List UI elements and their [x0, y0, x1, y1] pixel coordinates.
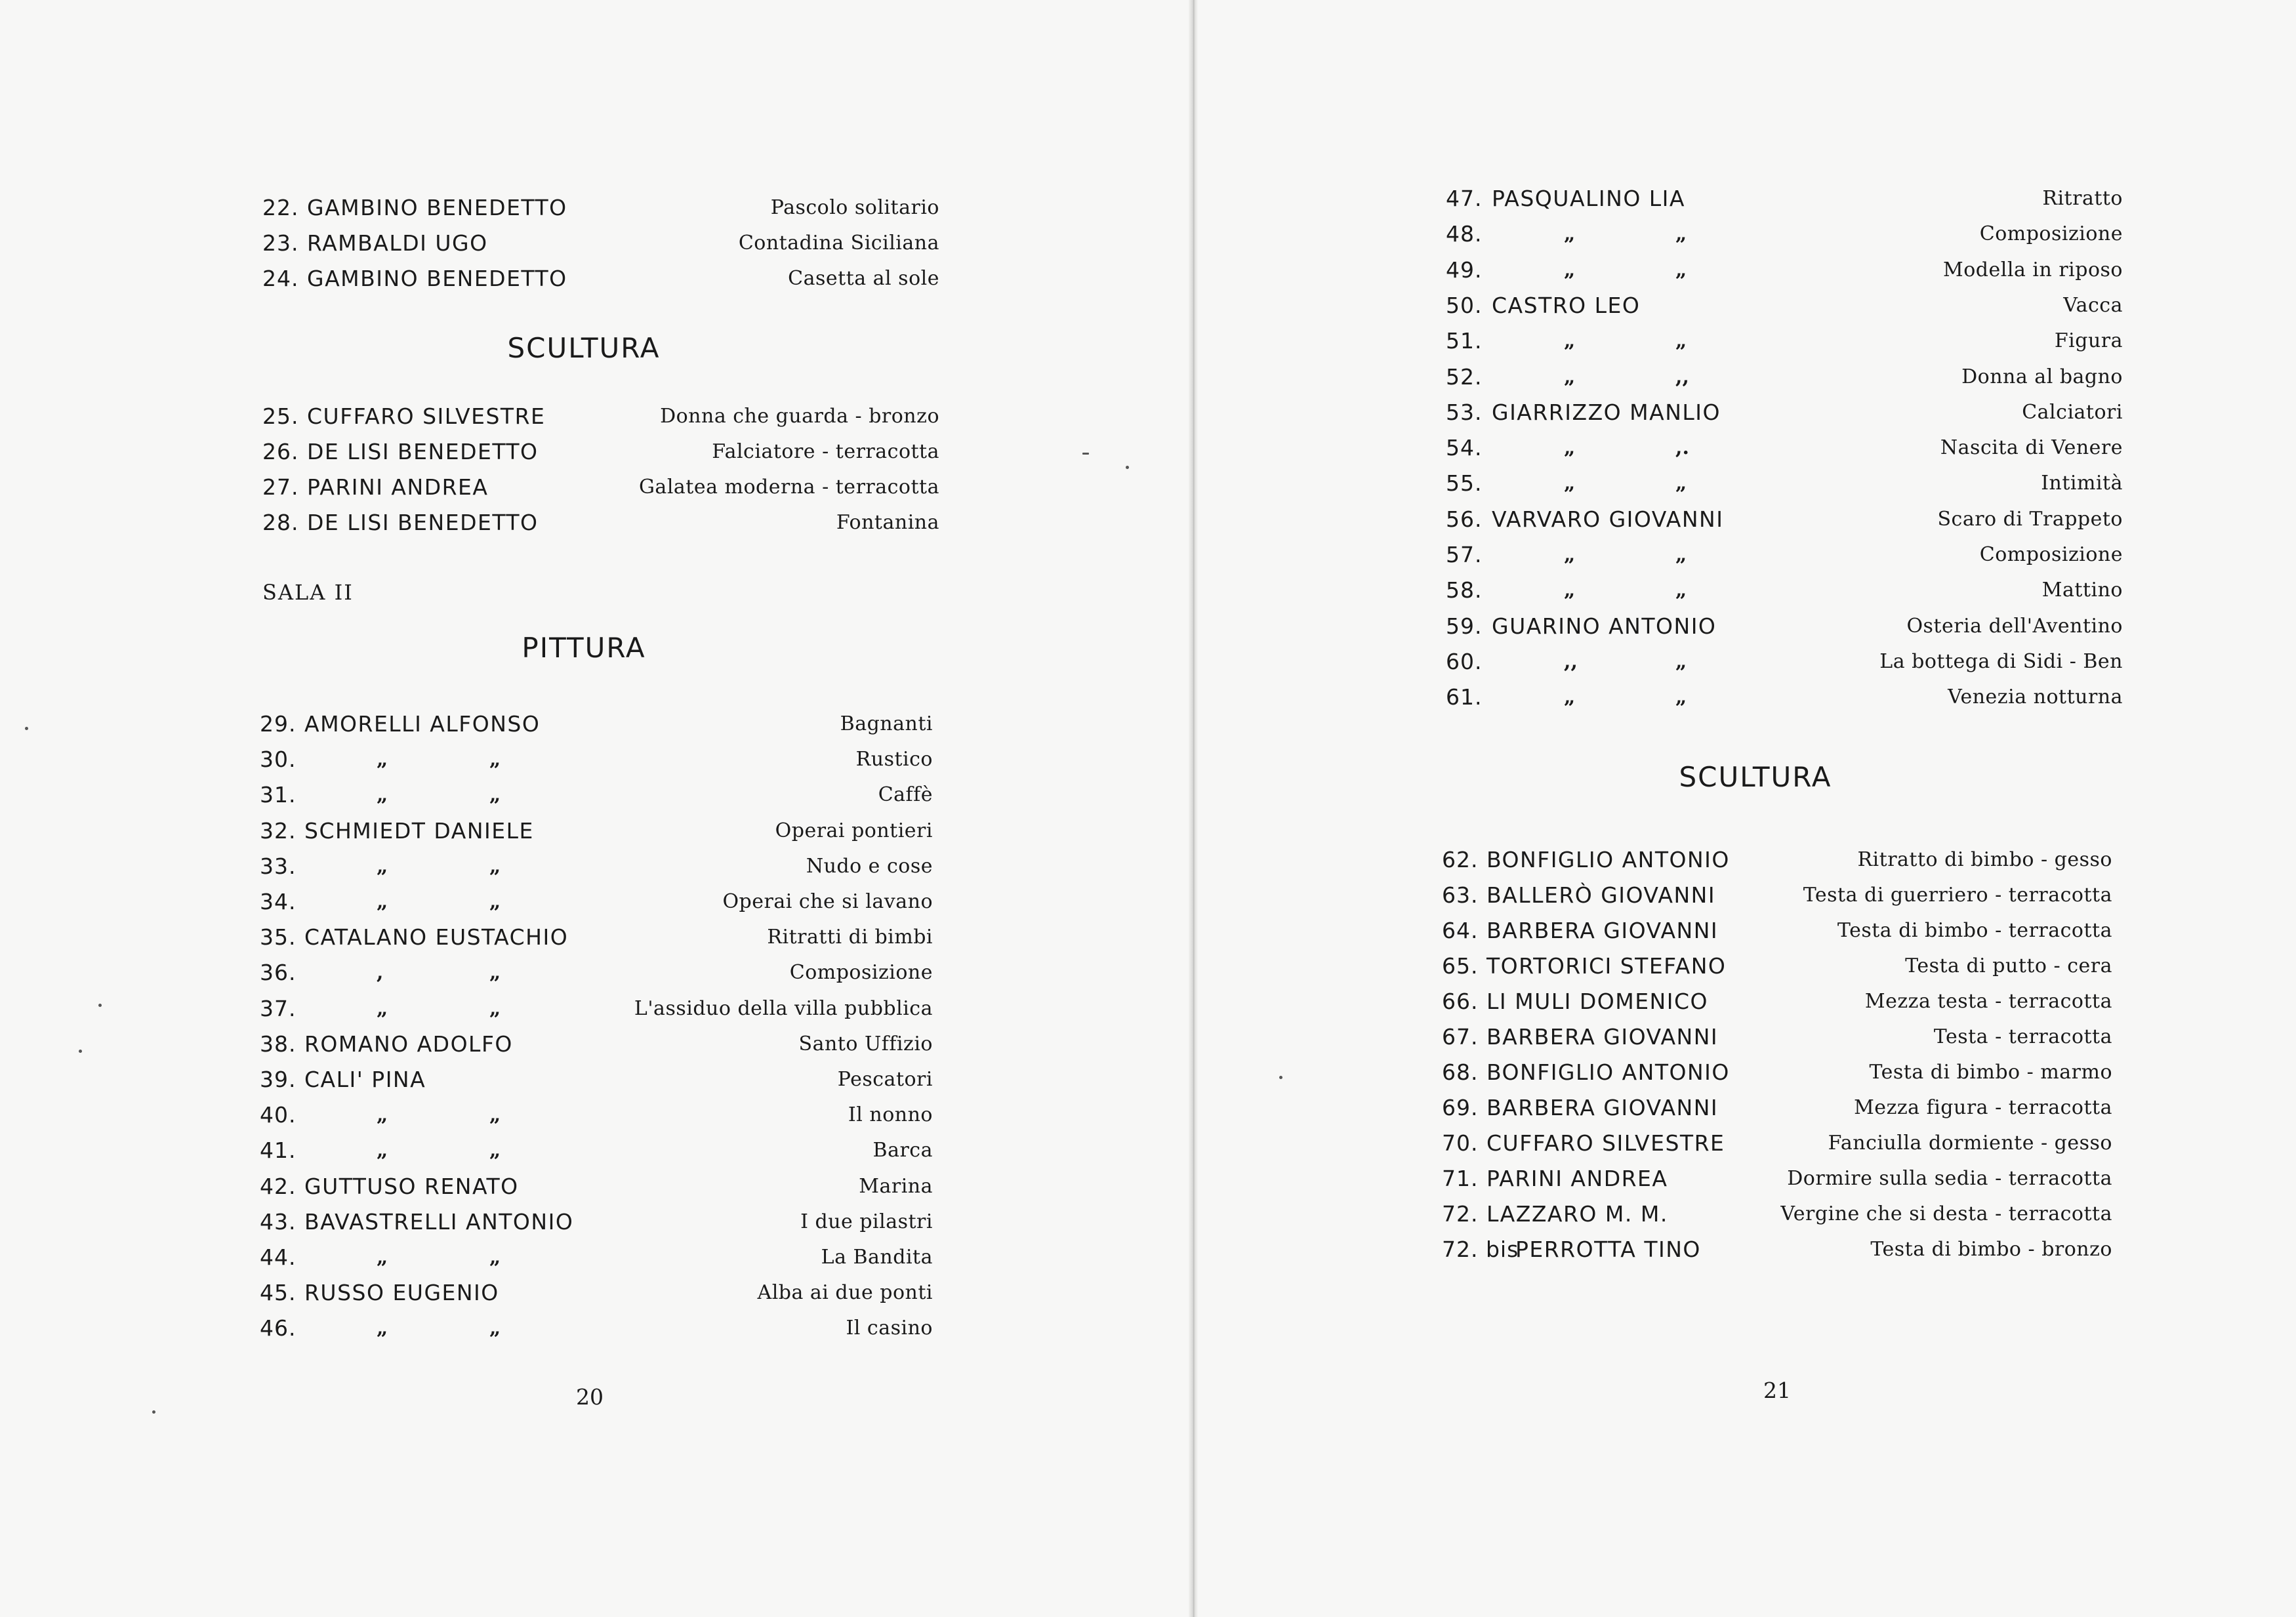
artist-name: BAVASTRELLI ANTONIO — [304, 1208, 574, 1235]
artist-name: BONFIGLIO ANTONIO — [1486, 1059, 1730, 1085]
catalogue-entry — [1446, 609, 2123, 644]
catalogue-entry — [260, 813, 933, 849]
artwork-title: I due pilastri — [800, 1210, 933, 1233]
entry-number: 66. — [1442, 989, 1479, 1014]
artist-name: PARINI ANDREA — [1486, 1166, 1668, 1191]
artwork-title: L'assiduo della villa pubblica — [634, 996, 933, 1020]
catalogue-entry — [1446, 537, 2123, 573]
artwork-title: Nudo e cose — [806, 854, 933, 878]
entry-number: 34. — [260, 889, 297, 914]
artwork-title: Testa di putto - cera — [1905, 954, 2112, 977]
artist-name: PERROTTA TINO — [1515, 1237, 1701, 1262]
catalogue-entry — [1442, 949, 2112, 984]
artwork-title: Vacca — [2063, 293, 2123, 317]
entry-number: 70. — [1442, 1130, 1479, 1156]
entry-number: 42. — [260, 1173, 297, 1199]
scan-speck — [1082, 453, 1089, 455]
ditto-mark: „ — [489, 854, 501, 878]
entry-number: 59. — [1446, 613, 1483, 639]
ditto-mark: „ — [377, 890, 388, 913]
entry-number: 27. — [262, 474, 299, 500]
artist-name: GUARINO ANTONIO — [1492, 613, 1717, 639]
artwork-title: Alba ai due ponti — [757, 1281, 933, 1305]
page-number-left: 20 — [576, 1384, 604, 1410]
entry-number: 24. — [262, 266, 299, 291]
artwork-title: Bagnanti — [840, 712, 933, 735]
ditto-mark: „ — [1675, 579, 1687, 602]
catalogue-entry — [260, 920, 933, 955]
artwork-title: Composizione — [1979, 222, 2123, 246]
artwork-title: Casetta al sole — [788, 267, 939, 290]
entry-number: 31. — [260, 782, 297, 808]
catalogue-entry — [1442, 1197, 2112, 1232]
entry-number: 44. — [260, 1244, 297, 1270]
catalogue-entry — [1446, 573, 2123, 608]
artwork-title: Mezza figura - terracotta — [1854, 1096, 2112, 1119]
artwork-title: Mezza testa - terracotta — [1864, 990, 2112, 1013]
artwork-title: Intimità — [2041, 472, 2123, 495]
artwork-title: Calciatori — [2022, 400, 2123, 424]
artist-name: BARBERA GIOVANNI — [1486, 1024, 1719, 1050]
artwork-title: Il nonno — [848, 1103, 933, 1127]
artwork-title: Nascita di Venere — [1940, 436, 2123, 460]
catalogue-entry — [1442, 913, 2112, 949]
entry-number: 64. — [1442, 918, 1479, 943]
catalogue-entry — [1442, 1055, 2112, 1090]
ditto-mark: „ — [1675, 543, 1687, 566]
artist-name: PASQUALINO LIA — [1492, 186, 1685, 211]
artwork-title: Pascolo solitario — [770, 196, 939, 219]
artwork-title: Testa di guerriero - terracotta — [1803, 884, 2112, 907]
entry-number: 61. — [1446, 684, 1483, 710]
artwork-title: Ritratti di bimbi — [767, 926, 933, 949]
artwork-title: Dormire sulla sedia - terracotta — [1787, 1167, 2112, 1190]
ditto-mark: „ — [489, 783, 501, 807]
catalogue-entry — [260, 1097, 933, 1133]
artist-name: GUTTUSO RENATO — [304, 1173, 519, 1199]
artwork-title: La Bandita — [821, 1246, 933, 1269]
artwork-title: Composizione — [1979, 543, 2123, 566]
ditto-mark: „ — [377, 1139, 388, 1162]
entry-number: 28. — [262, 510, 299, 535]
catalogue-entry — [1446, 359, 2123, 395]
catalogue-entry — [260, 849, 933, 884]
ditto-mark: „ — [1564, 579, 1576, 602]
ditto-mark: „ — [377, 748, 388, 771]
ditto-mark: „ — [377, 1317, 388, 1340]
entry-number: 50. — [1446, 292, 1483, 318]
entry-number: 55. — [1446, 470, 1483, 497]
scan-speck — [98, 1004, 102, 1007]
ditto-mark: „ — [489, 1246, 501, 1269]
catalogue-entry — [260, 884, 933, 920]
ditto-mark: „ — [1564, 329, 1576, 353]
catalogue-entry — [260, 1275, 933, 1311]
scan-speck — [152, 1410, 155, 1414]
catalogue-entry — [260, 742, 933, 777]
artist-name: BARBERA GIOVANNI — [1486, 918, 1719, 943]
ditto-mark: „ — [377, 783, 388, 807]
artist-name: GAMBINO BENEDETTO — [307, 195, 567, 220]
catalogue-entry — [1442, 842, 2112, 878]
artist-name: PARINI ANDREA — [307, 474, 489, 500]
artwork-title: Il casino — [846, 1317, 933, 1340]
catalogue-entry — [1446, 430, 2123, 466]
ditto-mark: „ — [489, 961, 501, 985]
artwork-title: Caffè — [878, 783, 933, 807]
catalogue-entry — [260, 1062, 933, 1097]
ditto-mark: ,, — [1564, 649, 1578, 673]
entry-number: 29. — [260, 711, 297, 737]
artwork-title: Venezia notturna — [1948, 686, 2123, 709]
catalogue-entry — [1446, 181, 2123, 216]
ditto-mark: „ — [1564, 436, 1576, 460]
entry-number: 43. — [260, 1208, 297, 1235]
catalogue-entry — [260, 1027, 933, 1062]
entry-number: 22. — [262, 195, 299, 220]
artwork-title: Fontanina — [836, 511, 939, 534]
ditto-mark: „ — [489, 996, 501, 1020]
ditto-mark: „ — [489, 890, 501, 913]
artwork-title: Marina — [859, 1174, 933, 1198]
artwork-title: Testa - terracotta — [1933, 1025, 2112, 1048]
ditto-mark: „ — [1675, 222, 1687, 246]
page-number-right: 21 — [1763, 1378, 1791, 1403]
artwork-title: Figura — [2054, 329, 2123, 353]
catalogue-entry — [262, 261, 939, 297]
ditto-mark: „ — [1675, 472, 1687, 495]
ditto-mark: „ — [1564, 222, 1576, 246]
catalogue-entry — [260, 955, 933, 991]
ditto-mark: „ — [1564, 258, 1576, 281]
left-pittura-heading: PITTURA — [522, 632, 646, 664]
artwork-title: La bottega di Sidi - Ben — [1879, 649, 2123, 673]
entry-number: 54. — [1446, 435, 1483, 461]
entry-number: 47. — [1446, 186, 1483, 211]
artwork-title: Testa di bimbo - terracotta — [1837, 919, 2112, 942]
artwork-title: Pescatori — [837, 1068, 933, 1091]
artwork-title: Falciatore - terracotta — [712, 440, 939, 463]
catalogue-entry — [1446, 644, 2123, 680]
ditto-mark: „ — [377, 1103, 388, 1127]
book-gutter — [1189, 0, 1198, 1617]
scan-speck — [25, 727, 28, 730]
artwork-title: Contadina Siciliana — [738, 232, 939, 255]
artist-name: CUFFARO SILVESTRE — [307, 403, 546, 429]
catalogue-entry — [262, 399, 939, 434]
entry-number: 32. — [260, 817, 297, 844]
ditto-mark: „ — [489, 1139, 501, 1162]
entry-number: 37. — [260, 995, 297, 1021]
ditto-mark: „ — [377, 854, 388, 878]
artwork-title: Osteria dell'Aventino — [1906, 614, 2123, 638]
catalogue-entry — [262, 470, 939, 505]
entry-number: 62. — [1442, 847, 1479, 872]
artist-name: TORTORICI STEFANO — [1486, 953, 1727, 979]
artwork-title: Vergine che si desta - terracotta — [1780, 1202, 2112, 1225]
entry-number: 58. — [1446, 577, 1483, 604]
catalogue-entry — [1442, 1019, 2112, 1055]
catalogue-entry — [260, 1240, 933, 1275]
ditto-mark: „ — [489, 748, 501, 771]
catalogue-entry — [1442, 1126, 2112, 1161]
catalogue-entry — [260, 1169, 933, 1204]
entry-number: 68. — [1442, 1059, 1479, 1085]
artist-name: VARVARO GIOVANNI — [1492, 506, 1724, 532]
entry-number: 40. — [260, 1102, 297, 1128]
ditto-mark: , — [377, 961, 384, 985]
catalogue-entry — [1442, 984, 2112, 1019]
catalogue-entry — [262, 190, 939, 226]
artist-name: RUSSO EUGENIO — [304, 1280, 499, 1306]
catalogue-entry — [1442, 878, 2112, 913]
ditto-mark: „ — [377, 1246, 388, 1269]
artist-name: CALI' PINA — [304, 1067, 426, 1092]
catalogue-entry — [1442, 1232, 2112, 1267]
entry-number: 46. — [260, 1315, 297, 1341]
artwork-title: Operai pontieri — [775, 819, 933, 842]
artwork-title: Operai che si lavano — [722, 890, 933, 913]
ditto-mark: ,. — [1675, 436, 1689, 460]
entry-number: 72. — [1442, 1201, 1479, 1227]
artist-name: CUFFARO SILVESTRE — [1486, 1130, 1725, 1156]
catalogue-entry — [1446, 253, 2123, 288]
entry-number: 45. — [260, 1280, 297, 1306]
artist-name: LAZZARO M. M. — [1486, 1201, 1668, 1227]
artist-name: DE LISI BENEDETTO — [307, 439, 539, 464]
artist-name: BALLERÒ GIOVANNI — [1486, 882, 1716, 908]
entry-number: 63. — [1442, 882, 1479, 908]
catalogue-entry — [1446, 502, 2123, 537]
entry-number: 60. — [1446, 648, 1483, 674]
entry-number: 69. — [1442, 1095, 1479, 1120]
scan-speck — [79, 1050, 82, 1053]
ditto-mark: „ — [1564, 686, 1576, 709]
ditto-mark: „ — [1675, 686, 1687, 709]
entry-number: 71. — [1442, 1166, 1479, 1191]
entry-number: 65. — [1442, 953, 1479, 979]
catalogue-entry — [1442, 1161, 2112, 1197]
entry-number: 38. — [260, 1031, 297, 1057]
artwork-title: Galatea moderna - terracotta — [638, 476, 939, 499]
artwork-title: Modella in riposo — [1943, 258, 2123, 281]
entry-number: 33. — [260, 853, 297, 879]
artwork-title: Testa di bimbo - bronzo — [1870, 1238, 2112, 1261]
catalogue-entry — [260, 1133, 933, 1168]
artist-name: RAMBALDI UGO — [307, 230, 488, 256]
entry-number: 52. — [1446, 363, 1483, 390]
ditto-mark: „ — [1675, 329, 1687, 353]
right-page — [1198, 0, 2296, 1617]
entry-number: 48. — [1446, 221, 1483, 247]
catalogue-entry — [260, 1204, 933, 1240]
artist-name: DE LISI BENEDETTO — [307, 510, 539, 535]
artist-name: GAMBINO BENEDETTO — [307, 266, 567, 291]
catalogue-entry — [260, 777, 933, 813]
artist-name: LI MULI DOMENICO — [1486, 989, 1708, 1014]
entry-number: 25. — [262, 403, 299, 429]
catalogue-entry — [1446, 680, 2123, 715]
catalogue-entry — [262, 434, 939, 470]
ditto-mark: „ — [1564, 472, 1576, 495]
entry-number: 35. — [260, 924, 297, 951]
entry-number: 26. — [262, 439, 299, 464]
left-scultura-heading: SCULTURA — [507, 332, 661, 364]
artist-name: GIARRIZZO MANLIO — [1492, 399, 1721, 425]
ditto-mark: ,, — [1675, 365, 1689, 388]
ditto-mark: „ — [377, 996, 388, 1020]
right-scultura-heading: SCULTURA — [1679, 761, 1832, 793]
ditto-mark: „ — [489, 1317, 501, 1340]
entry-number: 53. — [1446, 399, 1483, 425]
artist-name: BONFIGLIO ANTONIO — [1486, 847, 1730, 872]
artist-name: SCHMIEDT DANIELE — [304, 817, 534, 844]
artwork-title: Donna al bagno — [1961, 365, 2123, 388]
artwork-title: Fanciulla dormiente - gesso — [1828, 1132, 2112, 1155]
catalogue-entry — [260, 706, 933, 742]
ditto-mark: „ — [489, 1103, 501, 1127]
artwork-title: Ritratto — [2042, 187, 2123, 210]
entry-number: 56. — [1446, 506, 1483, 532]
scan-speck — [1126, 466, 1129, 469]
artwork-title: Mattino — [2041, 579, 2123, 602]
artwork-title: Barca — [872, 1139, 933, 1162]
artwork-title: Rustico — [855, 748, 933, 771]
artwork-title: Santo Uffizio — [798, 1032, 933, 1055]
artist-name: BARBERA GIOVANNI — [1486, 1095, 1719, 1120]
catalogue-entry — [1446, 216, 2123, 252]
entry-number: 49. — [1446, 256, 1483, 283]
ditto-mark: „ — [1675, 258, 1687, 281]
ditto-mark: „ — [1675, 649, 1687, 673]
entry-number: 30. — [260, 747, 297, 773]
catalogue-entry — [1442, 1090, 2112, 1126]
artwork-title: Ritratto di bimbo - gesso — [1857, 848, 2112, 871]
artwork-title: Donna che guarda - bronzo — [660, 405, 939, 428]
artwork-title: Scaro di Trappeto — [1937, 507, 2123, 531]
catalogue-entry — [1446, 466, 2123, 501]
artwork-title: Testa di bimbo - marmo — [1869, 1061, 2112, 1084]
artist-name: AMORELLI ALFONSO — [304, 711, 541, 737]
artist-name: ROMANO ADOLFO — [304, 1031, 513, 1057]
catalogue-entry — [1446, 288, 2123, 323]
artist-name: CATALANO EUSTACHIO — [304, 924, 569, 951]
catalogue-entry — [260, 1311, 933, 1346]
sala-label: SALA II — [262, 580, 354, 605]
entry-number: 41. — [260, 1137, 297, 1164]
ditto-mark: „ — [1564, 543, 1576, 566]
entry-number: 72. bis — [1442, 1237, 1519, 1262]
catalogue-entry — [262, 505, 939, 541]
entry-number: 36. — [260, 960, 297, 986]
entry-number: 57. — [1446, 542, 1483, 567]
artist-name: CASTRO LEO — [1492, 292, 1641, 318]
scan-speck — [1279, 1076, 1282, 1079]
catalogue-entry — [1446, 323, 2123, 359]
catalogue-entry — [1446, 395, 2123, 430]
catalogue-entry — [262, 226, 939, 261]
entry-number: 51. — [1446, 328, 1483, 354]
ditto-mark: „ — [1564, 365, 1576, 388]
entry-number: 23. — [262, 230, 299, 256]
catalogue-entry — [260, 991, 933, 1027]
entry-number: 67. — [1442, 1024, 1479, 1050]
entry-number: 39. — [260, 1067, 297, 1092]
artwork-title: Composizione — [789, 961, 933, 985]
